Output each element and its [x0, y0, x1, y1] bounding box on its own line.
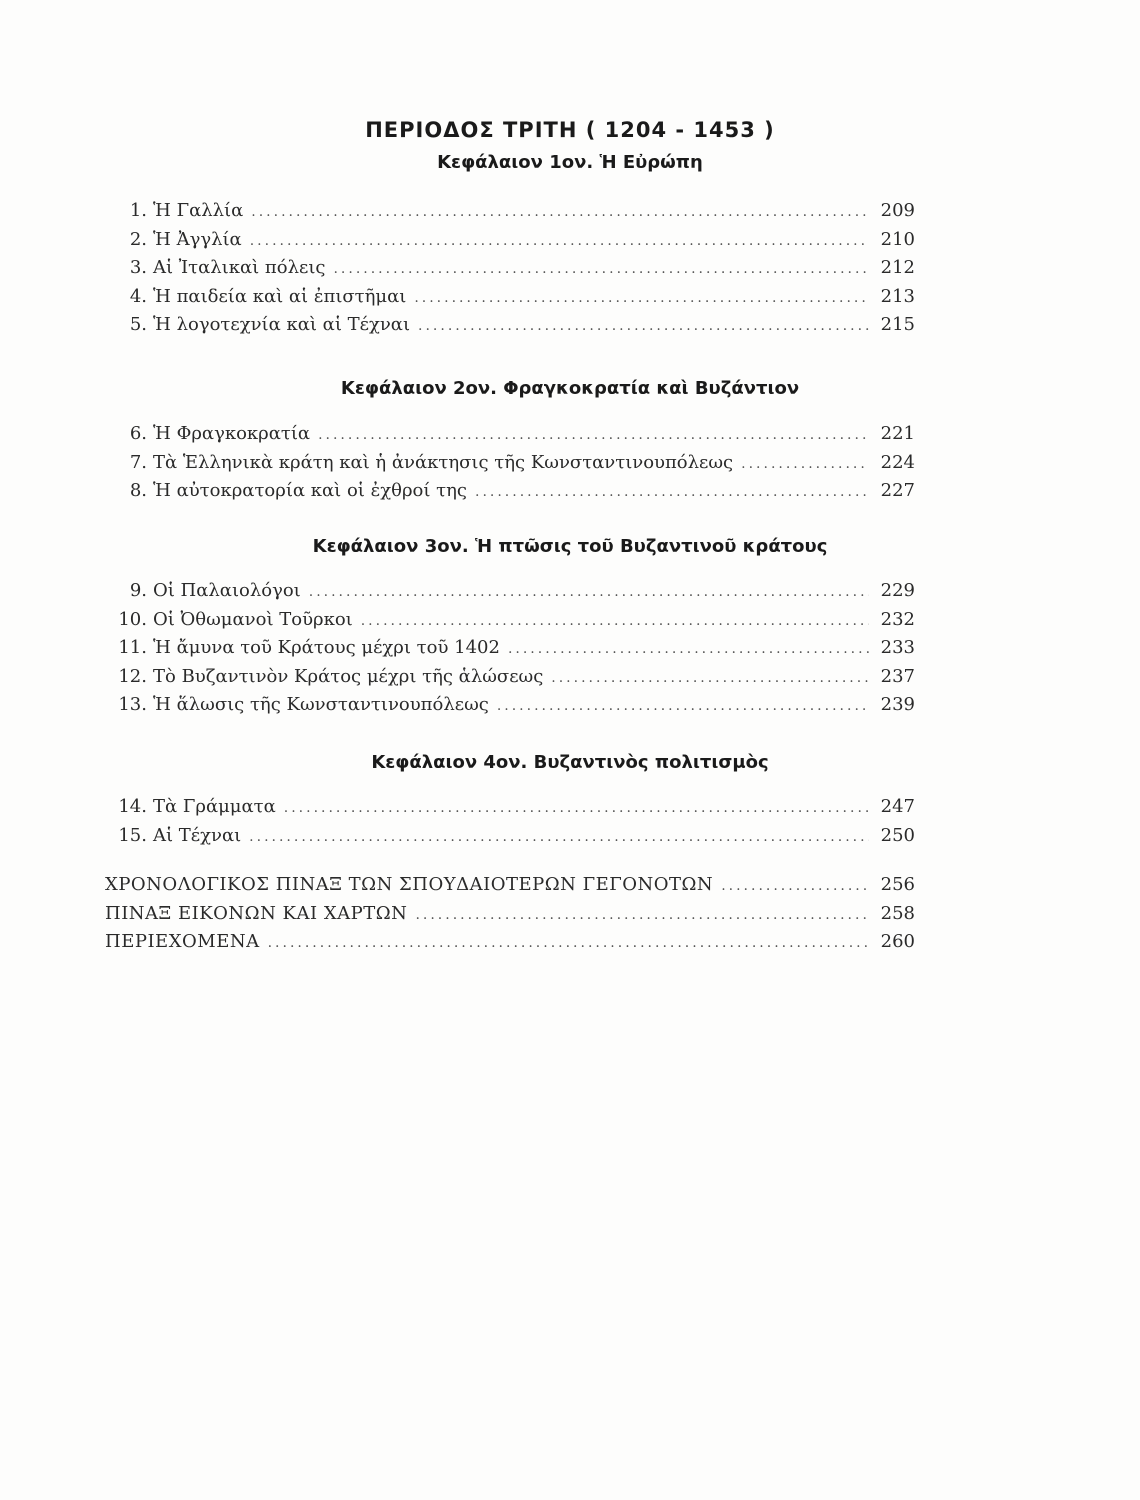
entry-number: 9. — [129, 580, 147, 601]
entry-number: 11. — [118, 637, 147, 658]
entry-title: ΠΙΝΑΞ ΕΙΚΟΝΩΝ ΚΑΙ ΧΑΡΤΩΝ — [105, 902, 408, 924]
entry-title: Ἡ Φραγκοκρατία — [153, 423, 311, 444]
toc-entry[interactable] — [105, 200, 915, 229]
dot-leader — [475, 484, 869, 500]
entry-title: Ἡ Γαλλία — [153, 200, 244, 221]
entry-page-number: 224 — [880, 451, 915, 473]
entry-number: 5. — [129, 314, 147, 335]
dot-leader — [318, 427, 869, 443]
entry-page-number: 256 — [880, 874, 915, 895]
appendix-entry-chronology[interactable] — [105, 874, 915, 903]
dot-leader — [551, 670, 869, 686]
appendix-entry-contents[interactable] — [105, 931, 915, 960]
entry-title: Ἡ Ἀγγλία — [153, 228, 242, 250]
entry-number: 2. — [129, 228, 147, 250]
toc-entry[interactable] — [105, 694, 915, 723]
chapter-1-list — [105, 200, 915, 343]
toc-entry[interactable] — [105, 796, 915, 825]
entry-number: 6. — [129, 423, 147, 444]
toc-entry[interactable] — [105, 452, 915, 481]
entry-title: Αἱ Ἰταλικαὶ πόλεις — [153, 257, 326, 278]
toc-entry[interactable] — [105, 257, 915, 286]
entry-number: 13. — [118, 694, 147, 715]
dot-leader — [508, 641, 869, 657]
entry-title: Οἱ Ὀθωμανοὶ Τοῦρκοι — [153, 608, 353, 630]
entry-page-number: 215 — [880, 314, 915, 335]
toc-entry[interactable] — [105, 314, 915, 343]
entry-page-number: 250 — [880, 824, 915, 846]
entry-page-number: 233 — [880, 637, 915, 658]
entry-page-number: 229 — [880, 580, 915, 601]
toc-entry[interactable] — [105, 580, 915, 609]
dot-leader — [251, 204, 869, 220]
chapter-2-title: Κεφάλαιον 2ον. Φραγκοκρατία καὶ Βυζάντιον — [340, 378, 800, 399]
entry-title: Τὸ Βυζαντινὸν Κράτος μέχρι τῆς ἁλώσεως — [153, 665, 544, 687]
toc-entry[interactable] — [105, 825, 915, 854]
dot-leader — [309, 584, 869, 600]
toc-entry[interactable] — [105, 666, 915, 695]
chapter-4-list — [105, 796, 915, 853]
entry-title: Αἱ Τέχναι — [153, 824, 242, 846]
toc-entry[interactable] — [105, 609, 915, 638]
dot-leader — [721, 878, 869, 894]
toc-entry[interactable] — [105, 229, 915, 258]
entry-number: 3. — [129, 257, 147, 278]
entry-title: Τὰ Γράμματα — [153, 796, 276, 817]
entry-title: ΧΡΟΝΟΛΟΓΙΚΟΣ ΠΙΝΑΞ ΤΩΝ ΣΠΟΥΔΑΙΟΤΕΡΩΝ ΓΕΓΟΝΟΤΩΝ — [105, 874, 714, 895]
chapter-3-list — [105, 580, 915, 723]
entry-page-number: 212 — [880, 257, 915, 278]
chapter-3-title: Κεφάλαιον 3ον. Ἡ πτῶσις τοῦ Βυζαντινοῦ κράτους — [312, 536, 828, 557]
entry-title: Ἡ παιδεία καὶ αἱ ἐπιστῆμαι — [153, 285, 407, 307]
entry-page-number: 221 — [880, 423, 915, 444]
chapter-2-list — [105, 423, 915, 509]
dot-leader — [418, 318, 869, 334]
entry-number: 14. — [118, 796, 147, 817]
dot-leader — [249, 829, 869, 845]
entry-page-number: 247 — [880, 796, 915, 817]
appendix-entry-figures[interactable] — [105, 903, 915, 932]
entry-page-number: 213 — [880, 285, 915, 307]
entry-page-number: 210 — [880, 228, 915, 250]
entry-number: 7. — [129, 451, 147, 473]
entry-title: Ἡ ἄμυνα τοῦ Κράτους μέχρι τοῦ 1402 — [153, 637, 500, 658]
toc-entry[interactable] — [105, 480, 915, 509]
entry-number: 1. — [129, 200, 147, 221]
period-title: ΠΕΡΙΟΔΟΣ ΤΡΙΤΗ ( 1204 - 1453 ) — [365, 118, 775, 142]
toc-entry[interactable] — [105, 637, 915, 666]
dot-leader — [741, 456, 869, 472]
dot-leader — [268, 935, 869, 951]
entry-title: ΠΕΡΙΕΧΟΜΕΝΑ — [105, 931, 260, 952]
entry-number: 10. — [118, 608, 147, 630]
entry-title: Ἡ αὐτοκρατορία καὶ οἱ ἐχθροί της — [153, 480, 467, 501]
dot-leader — [414, 290, 869, 306]
entry-number: 15. — [118, 824, 147, 846]
entry-page-number: 239 — [880, 694, 915, 715]
dot-leader — [250, 233, 869, 249]
toc-entry[interactable] — [105, 423, 915, 452]
dot-leader — [497, 698, 869, 714]
dot-leader — [333, 261, 869, 277]
entry-title: Τὰ Ἑλληνικὰ κράτη καὶ ἡ ἀνάκτησις τῆς Κωνσταντινουπόλεως — [153, 451, 734, 473]
dot-leader — [284, 800, 869, 816]
entry-number: 4. — [129, 285, 147, 307]
entry-page-number: 209 — [880, 200, 915, 221]
chapter-1-title: Κεφάλαιον 1ον. Ἡ Εὐρώπη — [437, 152, 703, 173]
entry-title: Ἡ λογοτεχνία καὶ αἱ Τέχναι — [153, 314, 411, 335]
appendix-list — [105, 874, 915, 960]
entry-page-number: 237 — [880, 665, 915, 687]
entry-number: 12. — [118, 665, 147, 687]
entry-page-number: 232 — [880, 608, 915, 630]
entry-page-number: 260 — [880, 931, 915, 952]
entry-title: Οἱ Παλαιολόγοι — [153, 580, 301, 601]
entry-title: Ἡ ἅλωσις τῆς Κωνσταντινουπόλεως — [153, 694, 489, 715]
dot-leader — [361, 613, 869, 629]
entry-page-number: 258 — [880, 902, 915, 924]
chapter-4-title: Κεφάλαιον 4ον. Βυζαντινὸς πολιτισμὸς — [371, 752, 769, 773]
dot-leader — [415, 907, 869, 923]
toc-entry[interactable] — [105, 286, 915, 315]
entry-number: 8. — [129, 480, 147, 501]
entry-page-number: 227 — [880, 480, 915, 501]
